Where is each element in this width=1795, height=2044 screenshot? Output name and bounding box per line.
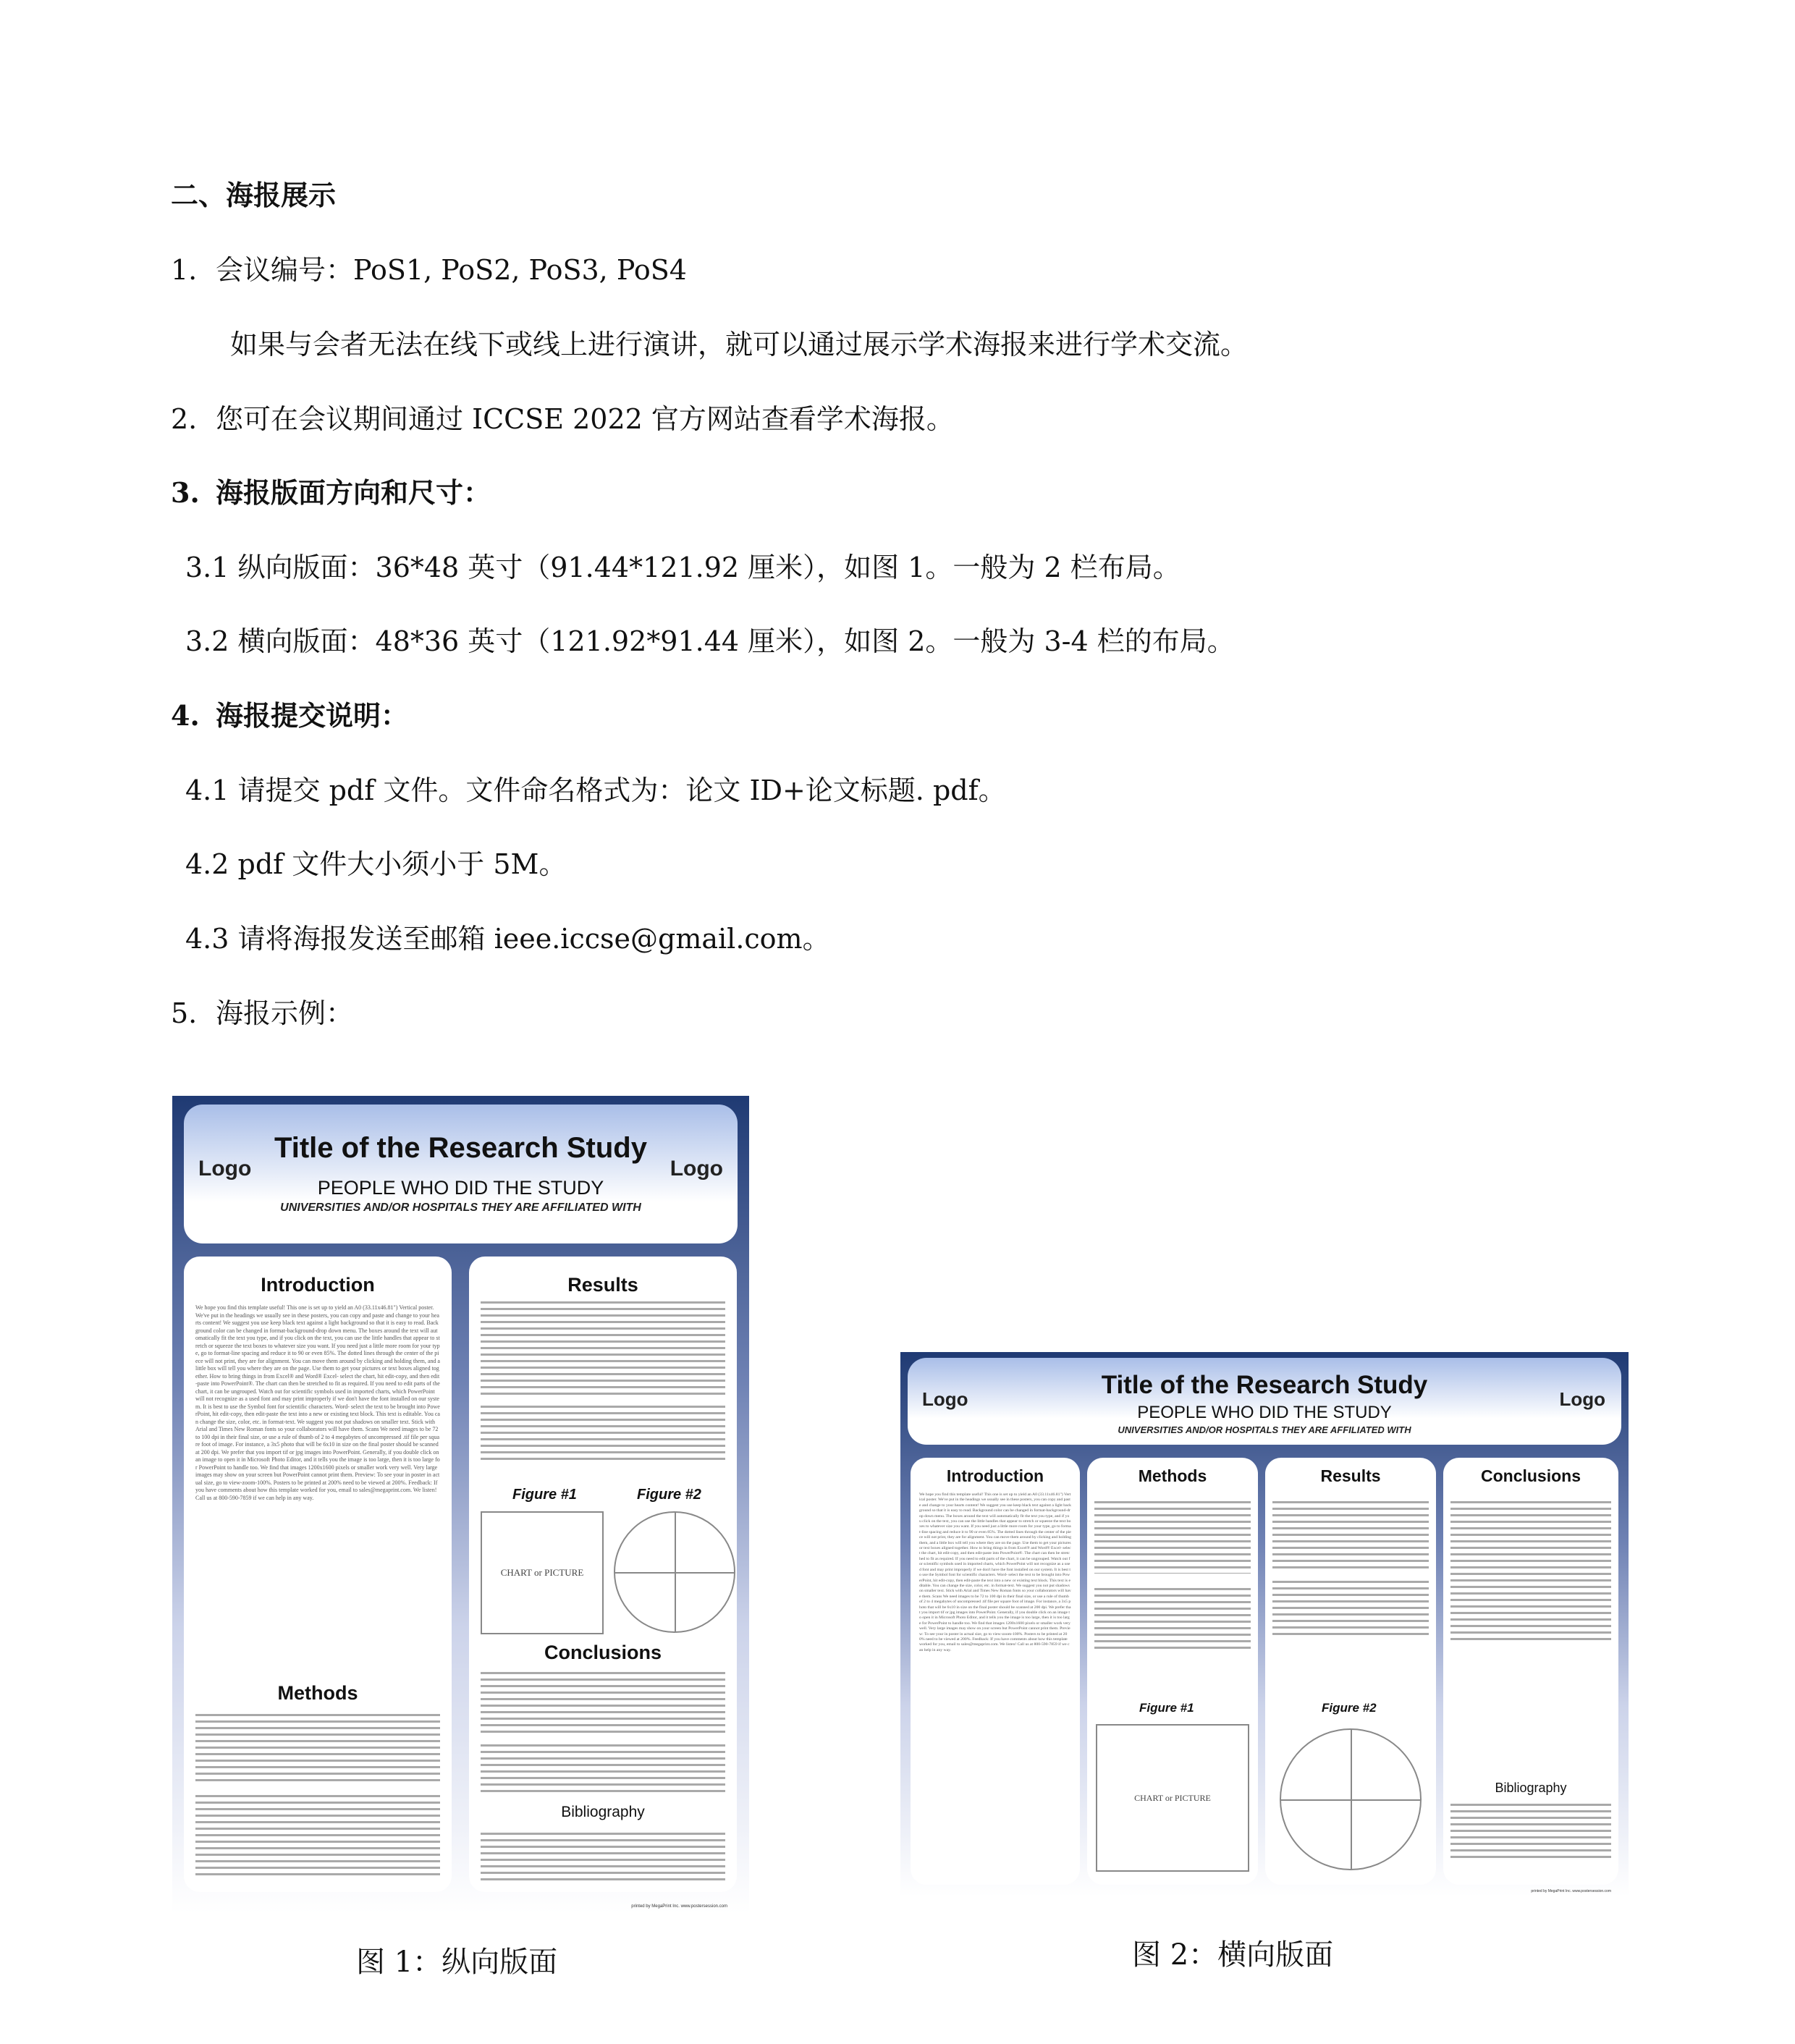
poster-pie-placeholder bbox=[614, 1511, 735, 1633]
poster-footer: printed by MegaPrint Inc. www.postersession.com bbox=[631, 1904, 727, 1909]
landscape-introduction-heading: Introduction bbox=[946, 1466, 1044, 1485]
poster-people: PEOPLE WHO DID THE STUDY bbox=[317, 1177, 604, 1199]
item-4-number: 4. bbox=[171, 699, 200, 732]
landscape-methods-heading: Methods bbox=[1138, 1466, 1207, 1485]
item-1-text: 会议编号：PoS1, PoS2, PoS3, PoS4 bbox=[216, 254, 687, 286]
landscape-bibliography-text bbox=[1450, 1804, 1611, 1862]
poster-title: Title of the Research Study bbox=[274, 1132, 647, 1164]
item-3-sub-1: 3.1 纵向版面：36*48 英寸（91.44*121.92 厘米），如图 1。一般为 2 栏布局。 bbox=[185, 552, 1181, 583]
landscape-column-results bbox=[1265, 1458, 1436, 1885]
poster-results-text-2 bbox=[481, 1406, 725, 1464]
poster-conclusions-heading: Conclusions bbox=[544, 1642, 662, 1663]
landscape-methods-text bbox=[1094, 1501, 1251, 1574]
landscape-conclusions-heading: Conclusions bbox=[1480, 1466, 1581, 1485]
landscape-pie-placeholder bbox=[1280, 1728, 1422, 1870]
landscape-poster-footer: printed by MegaPrint Inc. www.postersession.com bbox=[1531, 1889, 1611, 1893]
poster-figure-1-label: Figure #1 bbox=[512, 1487, 577, 1503]
poster-bibliography-text bbox=[481, 1833, 725, 1880]
item-3-sub-2: 3.2 横向版面：48*36 英寸（121.92*91.44 厘米），如图 2。一般为 3-4 栏的布局。 bbox=[185, 625, 1235, 657]
item-1-description: 如果与会者无法在线下或线上进行演讲，就可以通过展示学术海报来进行学术交流。 bbox=[230, 329, 1249, 360]
item-5-number: 5. bbox=[171, 997, 198, 1029]
landscape-logo-left: Logo bbox=[922, 1388, 968, 1410]
landscape-figure-2-label: Figure #2 bbox=[1322, 1701, 1377, 1715]
landscape-column-introduction bbox=[911, 1458, 1080, 1885]
poster-header bbox=[184, 1105, 738, 1243]
item-3-text: 海报版面方向和尺寸： bbox=[216, 476, 491, 509]
landscape-figure-1-label: Figure #1 bbox=[1139, 1701, 1194, 1715]
landscape-bibliography-heading: Bibliography bbox=[1495, 1781, 1567, 1795]
poster-methods-heading: Methods bbox=[277, 1682, 358, 1704]
landscape-poster-affiliation: UNIVERSITIES AND/OR HOSPITALS THEY ARE AFFILIATED WITH bbox=[1118, 1424, 1411, 1435]
item-4-sub-1: 4.1 请提交 pdf 文件。文件命名格式为：论文 ID+论文标题. pdf。 bbox=[185, 774, 1006, 806]
poster-bibliography-heading: Bibliography bbox=[561, 1804, 645, 1820]
landscape-column-methods bbox=[1087, 1458, 1258, 1885]
item-1-number: 1. bbox=[171, 254, 198, 286]
poster-results-heading: Results bbox=[567, 1274, 638, 1296]
poster-chart-placeholder: CHART or PICTURE bbox=[481, 1511, 604, 1634]
poster-figure-2-label: Figure #2 bbox=[637, 1487, 701, 1503]
landscape-chart-placeholder: CHART or PICTURE bbox=[1096, 1724, 1249, 1872]
landscape-poster-title: Title of the Research Study bbox=[1101, 1371, 1428, 1399]
poster-conclusions-text-2 bbox=[481, 1744, 725, 1795]
poster-results-text bbox=[481, 1301, 725, 1395]
poster-left-column bbox=[184, 1257, 452, 1892]
figure-1-caption: 图 1：纵向版面 bbox=[356, 1946, 558, 1979]
poster-logo-left: Logo bbox=[198, 1157, 252, 1181]
portrait-poster-image bbox=[172, 1096, 749, 1913]
poster-affiliation: UNIVERSITIES AND/OR HOSPITALS THEY ARE AFFILIATED WITH bbox=[280, 1202, 641, 1214]
poster-methods-text-2 bbox=[195, 1795, 440, 1876]
item-4-text: 海报提交说明： bbox=[216, 699, 409, 732]
landscape-poster-image bbox=[900, 1352, 1629, 1896]
item-5-text: 海报示例： bbox=[216, 997, 354, 1029]
landscape-results-heading: Results bbox=[1320, 1466, 1381, 1485]
landscape-poster-people: PEOPLE WHO DID THE STUDY bbox=[1137, 1403, 1392, 1422]
landscape-poster-header bbox=[908, 1358, 1621, 1445]
item-4-sub-2: 4.2 pdf 文件大小须小于 5M。 bbox=[185, 848, 567, 880]
landscape-introduction-text: We hope you find this template useful! This one is set up to yield an A0 (33.11x46.81") Vertical poster. We've put in the headings we usually see in these posters, you can copy and paste and change to your hearts content! We suggest you use keep black text against a light background so that it is easy to read. Background color can be changed in format-background-drop down menu. The boxes around the text will automatically fit the text you type, and if you click on the text, you can use the little handles that appear to stretch or squeeze the text boxes to whatever size you want. If you need just a little more room for your type, go to format-line spacing and reduce it to 90 or even 85%. The dotted lines through the center of the piece will not print, they are for alignment. You can move them around by clicking and holding them, and a little box will tell you where they are on the page. Use them to get your pictures or text boxes aligned together. How to bring things in from Excel® and Word® Excel- select the chart, hit edit-copy, and then edit-paste into PowerPoint®. The chart can then be stretched to fit as required. If you need to edit parts of the chart, it can be ungrouped. Watch out for scientific symbols used in imported charts, which PowerPoint will not recognize as a used font and may print improperly if we don't have the font installed on our system. It is best to use the Symbol font for scientific characters. Word- select the text to be brought into PowerPoint, hit edit-copy, then edit-paste the text into a new or existing text block. This text is editable. You can change the size, color, etc. in format-text. We suggest you not put shadows on smaller text. Stick with Arial and Times New Roman fonts so your collaborators will have them. Scans We need images to be 72 to 100 dpi in their final size, or use a rule of thumb of 2 to 4 megabytes of uncompressed .tif file per square foot of image. For instance, a 3x5 photo that will be 6x10 in size on the final poster should be scanned at 200 dpi. We prefer that you import tif or jpg images into PowerPoint. Generally, if you double click on an image to open it in Microsoft Photo Editor, and it tells you the image is too large, then it is too large for PowerPoint to handle too. We find that images 1200x1600 pixels or smaller work very well. Very large images may show on your screen but PowerPoint cannot print them. Preview: To see your in poster in actual size, go to view-zoom-100%. Posters to be printed at 200% need to be viewed at 200%. Feedback: If you have comments about how this template worked for you, email to sales@megaprint.com. We listen! Call us at 800-590-7859 if we can help in any way. bbox=[919, 1492, 1071, 1652]
landscape-results-text bbox=[1272, 1501, 1429, 1571]
poster-logo-right: Logo bbox=[670, 1157, 723, 1181]
landscape-conclusions-text bbox=[1450, 1501, 1611, 1643]
landscape-methods-text-2 bbox=[1094, 1588, 1251, 1653]
item-3-number: 3. bbox=[171, 476, 200, 509]
item-4-sub-3: 4.3 请将海报发送至邮箱 ieee.iccse@gmail.com。 bbox=[185, 923, 830, 955]
poster-right-column bbox=[469, 1257, 737, 1892]
poster-methods-text bbox=[195, 1714, 440, 1783]
landscape-results-text-2 bbox=[1272, 1581, 1429, 1639]
item-2-number: 2. bbox=[171, 403, 198, 435]
landscape-logo-right: Logo bbox=[1559, 1388, 1605, 1410]
poster-introduction-text: We hope you find this template useful! This one is set up to yield an A0 (33.11x46.81") Vertical poster. We've put in the headings we usually see in these posters, you can copy and paste and change to your hearts content! We suggest you use keep black text against a light background so that it is easy to read. Background color can be changed in format-background-drop down menu. The boxes around the text will automatically fit the text you type, and if you click on the text, you can use the little handles that appear to stretch or squeeze the text boxes to whatever size you want. If you need just a little more room for your type, go to format-line spacing and reduce it to 90 or even 85%. The dotted lines through the center of the piece will not print, they are for alignment. You can move them around by clicking and holding them, and a little box will tell you where they are on the page. Use them to get your pictures or text boxes aligned together. How to bring things in from Excel® and Word® Excel- select the chart, hit edit-copy, and then edit-paste into PowerPoint®. The chart can then be stretched to fit as required. If you need to edit parts of the chart, it can be ungrouped. Watch out for scientific symbols used in imported charts, which PowerPoint will not recognize as a used font and may print improperly if we don't have the font installed on our system. It is best to use the Symbol font for scientific characters. Word- select the text to be brought into PowerPoint, hit edit-copy, then edit-paste the text into a new or existing text block. This text is editable. You can change the size, color, etc. in format-text. We suggest you not put shadows on smaller text. Stick with Arial and Times New Roman fonts so your collaborators will have them. Scans We need images to be 72 to 100 dpi in their final size, or use a rule of thumb of 2 to 4 megabytes of uncompressed .tif file per square foot of image. For instance, a 3x5 photo that will be 6x10 in size on the final poster should be scanned at 200 dpi. We prefer that you import tif or jpg images into PowerPoint. Generally, if you double click on an image to open it in Microsoft Photo Editor, and it tells you the image is too large, then it is too large for PowerPoint to handle too. We find that images 1200x1600 pixels or smaller work very well. Very large images may show on your screen but PowerPoint cannot print them. Preview: To see your in poster in actual size, go to view-zoom-100%. Posters to be printed at 200% need to be viewed at 200%. Feedback: If you have comments about how this template worked for you, email to sales@megaprint.com. We listen! Call us at 800-590-7859 if we can help in any way. bbox=[195, 1304, 440, 1501]
figure-2-caption: 图 2：横向版面 bbox=[1132, 1938, 1334, 1972]
poster-introduction-heading: Introduction bbox=[261, 1274, 375, 1296]
poster-conclusions-text bbox=[481, 1672, 725, 1734]
item-2-text: 您可在会议期间通过 ICCSE 2022 官方网站查看学术海报。 bbox=[216, 403, 954, 435]
landscape-column-conclusions bbox=[1443, 1458, 1618, 1885]
section-title: 二、海报展示 bbox=[171, 179, 337, 211]
